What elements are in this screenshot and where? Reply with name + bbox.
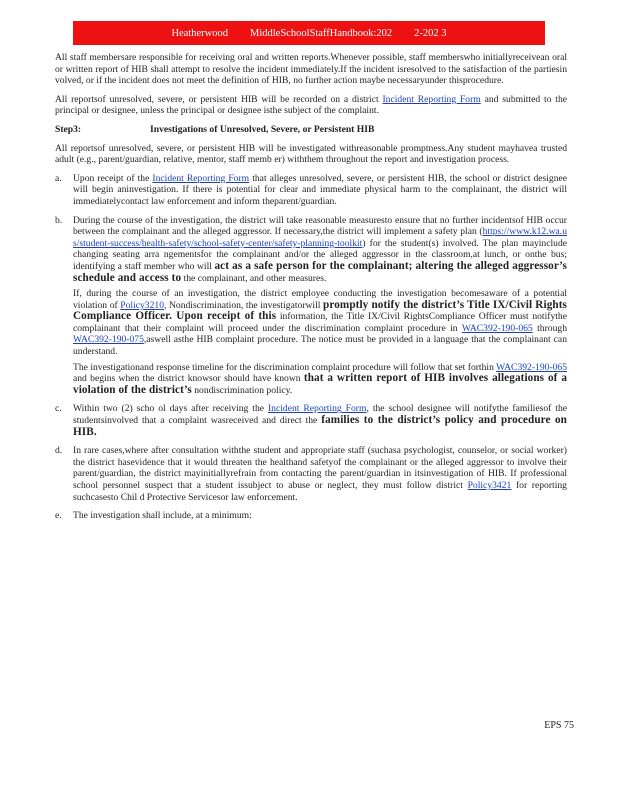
list-item-d: d. In rare cases,where after consultation withthe student and appropriate staff (suchasa psychologist, counselor, or social worker) the district hasevidence that it would threaten the healthand safetyof the complainant or the alleged aggressor to involve their parent/guardian, the district mayinitiallyrefrain from contacting the parent/guardian in itsinvestigation of HIB. If professional school personnel suspect that a student issubject to abuse or neglect, they must follow district Policy3421 for reporting suchcasesto Chil d Protective Servicesor law enforcement. — [55, 445, 567, 503]
header-year: 2-202 3 — [414, 27, 447, 39]
list-item-a: a. Upon receipt of the Incident Reporting Form that alleges unresolved, severe, or persistent HIB, the school or district designee will begin aninvestigation. If there is potential for clear and immediate physical harm to the complainant, the district will immediatelycontact law enforcement and inform theparent/guardian. — [55, 172, 568, 207]
incident-reporting-form-link[interactable]: Incident Reporting Form — [152, 172, 250, 184]
header-school: Heatherwood — [171, 27, 229, 39]
list-item-c: c. Within two (2) scho ol days after receiving the Incident Reporting Form, the school designee will notifythe familiesof the studentsinvolved that a complaint wasreceived and direct the families to the district’s policy and procedure on HIB. — [55, 403, 568, 438]
intro-paragraph-1: All staff membersare responsible for receiving oral and written reports.Whenever possible, staff memberswho initiallyreceivean oral or written report of HIB shall attempt to resolve the incident immediately.If the incident isresolved to the satisfaction of the partiesin volved, or if the incident does not meet the definition of HIB, no further action maybe necessaryunder thisprocedure. — [55, 52, 567, 87]
wac-392-190-075-link[interactable]: WAC392-190-075 — [73, 334, 144, 346]
policy-3421-link[interactable]: Policy3421 — [467, 480, 512, 491]
step3-title: Investigations of Unresolved, Severe, or Persistent HIB — [150, 123, 375, 135]
list-marker: e. — [55, 510, 62, 522]
intro-paragraph-2: All reportsof unresolved, severe, or persistent HIB will be recorded on a district Incident Reporting Form and submitted to the principal or designee, unless the principal or designee isthe subject of the complaint. — [55, 93, 567, 117]
wac-392-190-065-link[interactable]: WAC392-190-065 — [461, 322, 533, 334]
handbook-content — [55, 52, 567, 529]
incident-reporting-form-link[interactable]: Incident Reporting Form — [267, 403, 367, 415]
safety-planning-toolkit-link[interactable]: https://www.k12.wa.us/student-success/health-safety/school-safety-center/safety-planning-toolkit — [73, 226, 567, 249]
list-marker: a. — [55, 172, 62, 184]
list-item-b: b. During the course of the investigation, the district will take reasonable measuresto ensure that no further incidentsof HIB occur between the complainant and the alleged aggressor. If necessary,the district will implement a safety plan (https://www.k12.wa.us/student-success/health-safety/school-safety-center/safety-planning-toolkit) for the student(s) involved. The plan mayinclude changing seating arra ngementsfor the complainant and/or the alleged aggressor in the classroom,at lunch, or onthe bus; identifying a staff member who will act as a safe person for the complainant; altering the alleged aggressor’s schedule and access to the complainant, and other measures. If, during the course of an investigation, the district employee conducting the investigation becomesaware of a potential violation of Policy3210, Nondiscrimination, the investigatorwill promptly notify the district’s Title IX/Civil Rights Compliance Officer. Upon receipt of this information, the Title IX/Civil RightsCompliance Officer must notifythe complainant that their complaint will proceed under the discrimination complaint procedure in WAC392-190-065 through WAC392-190-075,aswell asthe HIB complaint procedure. The notice must be provided in a language that the complainant can understand. The investigationand response timeline for the discrimination complaint procedure will follow that set forthin WAC392-190-065 and begins when the district knowsor should have known that a written report of HIB involves allegations of a violation of the district’s nondiscrimination policy. — [55, 214, 568, 396]
list-marker: d. — [55, 445, 63, 457]
item-b-paragraph-2: If, during the course of an investigation, the district employee conducting the investigation becomesaware of a potential violation of Policy3210, Nondiscrimination, the investigatorwill promptly notify the district’s Title IX/Civil Rights Compliance Officer. Upon receipt of this information, the Title IX/Civil RightsCompliance Officer must notifythe complainant that their complaint will proceed under the discrimination complaint procedure in WAC392-190-065 through WAC392-190-075,aswell asthe HIB complaint procedure. The notice must be provided in a language that the complainant can understand. — [73, 288, 567, 358]
header-title: MiddleSchoolStaffHandbook:202 — [250, 27, 393, 39]
list-marker: c. — [55, 403, 62, 415]
policy-3210-link[interactable]: Policy3210 — [120, 299, 164, 311]
wac-392-190-065-link-2[interactable]: WAC392-190-065 — [496, 361, 568, 373]
incident-reporting-form-link[interactable]: Incident Reporting Form — [382, 93, 481, 105]
page-header-bar — [73, 21, 545, 45]
list-marker: b. — [55, 214, 63, 226]
item-b-paragraph-3: The investigationand response timeline for the discrimination complaint procedure will follow that set forthin WAC392-190-065 and begins when the district knowsor should have known that a written report of HIB involves allegations of a violation of the district’s nondiscrimination policy. — [73, 361, 568, 396]
page-number: EPS 75 — [544, 720, 574, 731]
step3-heading — [55, 124, 567, 136]
step3-label: Step3: — [55, 123, 82, 135]
step3-paragraph: All reportsof unresolved, severe, or persistent HIB will be investigated withreasonable promptness.Any student mayhavea trusted adult (e.g., parent/guardian, relative, mentor, staff memb er) withthem throughout the report and investigation process. — [55, 142, 567, 166]
list-item-e: e. The investigation shall include, at a minimum: — [55, 510, 252, 522]
